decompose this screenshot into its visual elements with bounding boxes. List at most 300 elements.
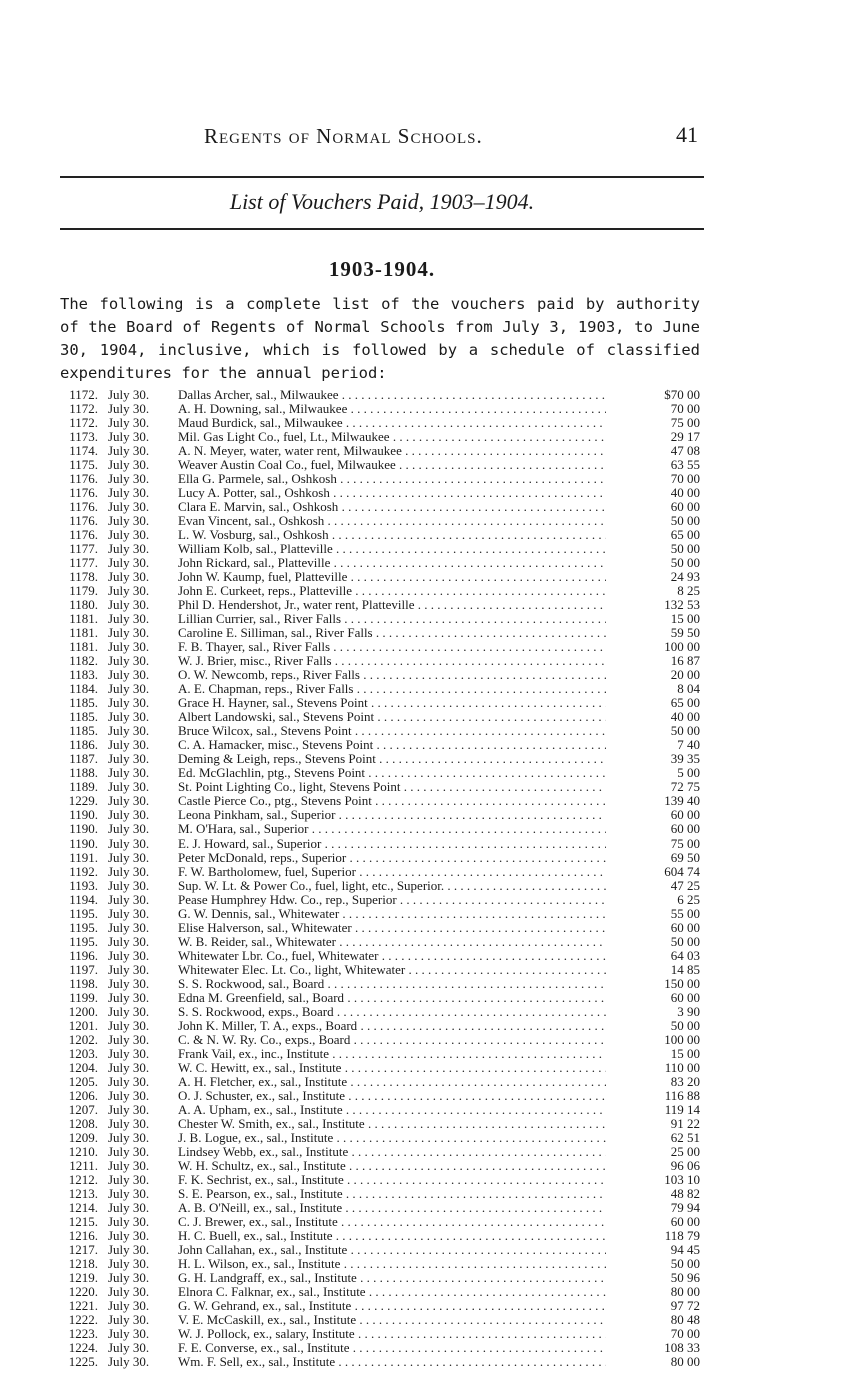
voucher-date: July 30. — [108, 429, 150, 445]
voucher-number: 1197. — [69, 961, 98, 977]
voucher-number: 1195. — [69, 933, 98, 949]
voucher-amount: 59 50 — [670, 625, 700, 641]
voucher-description: G. W. Gehrand, ex., sal., Institute . . . — [178, 1299, 606, 1313]
voucher-date: July 30. — [108, 541, 150, 557]
voucher-description: Lindsey Webb, ex., sal., Institute . . . — [178, 1145, 606, 1159]
voucher-number: 1211. — [69, 1157, 98, 1173]
voucher-row — [60, 879, 704, 893]
voucher-description: John K. Miller, T. A., exps., Board . . . — [178, 1019, 606, 1033]
voucher-description: Caroline E. Silliman, sal., River Falls . . . — [178, 626, 606, 640]
voucher-row — [60, 528, 704, 542]
section-subtitle: List of Vouchers Paid, 1903–1904. — [229, 189, 535, 214]
voucher-amount: 100 00 — [664, 639, 700, 655]
voucher-row — [60, 584, 704, 598]
voucher-number: 1190. — [69, 835, 98, 851]
voucher-description: E. J. Howard, sal., Superior . . . — [178, 837, 606, 851]
voucher-number: 1207. — [68, 1101, 98, 1117]
voucher-amount: 65 00 — [670, 527, 700, 543]
voucher-description: F. K. Sechrist, ex., sal., Institute . . . — [178, 1173, 606, 1187]
voucher-row — [60, 865, 704, 879]
voucher-amount: 75 00 — [670, 415, 700, 431]
voucher-date: July 30. — [108, 1129, 150, 1145]
voucher-date: July 30. — [108, 1087, 150, 1103]
voucher-description: F. B. Thayer, sal., River Falls . . . — [178, 640, 606, 654]
voucher-description: Dallas Archer, sal., Milwaukee . . . — [178, 388, 606, 402]
voucher-row — [60, 1005, 704, 1019]
voucher-number: 1189. — [69, 779, 98, 795]
voucher-description: M. O'Hara, sal., Superior . . . — [178, 822, 606, 836]
voucher-amount: 103 10 — [664, 1171, 700, 1187]
voucher-row — [60, 1019, 704, 1033]
voucher-number: 1186. — [69, 737, 98, 753]
voucher-date: July 30. — [108, 387, 150, 402]
voucher-amount: 50 00 — [670, 933, 700, 949]
voucher-row — [60, 542, 704, 556]
voucher-number: 1179. — [69, 583, 98, 599]
voucher-amount: 70 00 — [670, 401, 700, 417]
voucher-number: 1176. — [69, 499, 98, 515]
voucher-row — [60, 514, 704, 528]
voucher-date: July 30. — [108, 443, 150, 459]
voucher-description: Sup. W. Lt. & Power Co., fuel, light, etc., Superior. . . . — [178, 879, 606, 893]
voucher-row — [60, 1327, 704, 1341]
voucher-row — [60, 612, 704, 626]
voucher-number: 1221. — [68, 1298, 98, 1314]
voucher-date: July 30. — [108, 975, 150, 991]
voucher-number: 1191. — [69, 849, 98, 865]
voucher-description: John Rickard, sal., Platteville . . . — [178, 556, 606, 570]
voucher-date: July 30. — [108, 569, 150, 585]
voucher-row — [60, 991, 704, 1005]
voucher-row — [60, 1257, 704, 1271]
voucher-amount: 50 00 — [670, 1255, 700, 1271]
voucher-row — [60, 668, 704, 682]
voucher-date: July 30. — [108, 625, 150, 641]
voucher-number: 1199. — [69, 989, 98, 1005]
voucher-description: Castle Pierce Co., ptg., Stevens Point . . . — [178, 794, 606, 808]
voucher-amount: 75 00 — [670, 835, 700, 851]
voucher-amount: 5 00 — [677, 765, 700, 781]
voucher-date: July 30. — [108, 1143, 150, 1159]
voucher-number: 1181. — [69, 639, 98, 655]
voucher-row — [60, 500, 704, 514]
voucher-amount: 15 00 — [670, 611, 700, 627]
voucher-amount: 118 79 — [664, 1227, 700, 1243]
voucher-row — [60, 654, 704, 668]
voucher-amount: 100 00 — [664, 1031, 700, 1047]
voucher-date: July 30. — [108, 989, 150, 1005]
voucher-date: July 30. — [108, 947, 150, 963]
voucher-amount: 47 08 — [670, 443, 700, 459]
voucher-amount: 50 00 — [670, 723, 700, 739]
voucher-amount: 79 94 — [670, 1199, 700, 1215]
voucher-amount: 97 72 — [670, 1298, 700, 1314]
voucher-description: Leona Pinkham, sal., Superior . . . — [178, 808, 606, 822]
voucher-date: July 30. — [108, 471, 150, 487]
voucher-date: July 30. — [108, 1326, 150, 1342]
voucher-row — [60, 808, 704, 822]
voucher-description: A. H. Downing, sal., Milwaukee . . . — [178, 402, 606, 416]
voucher-number: 1196. — [69, 947, 98, 963]
running-header — [60, 122, 704, 154]
voucher-row — [60, 696, 704, 710]
voucher-number: 1222. — [68, 1312, 98, 1328]
voucher-date: July 30. — [108, 1115, 150, 1131]
voucher-date: July 30. — [108, 1354, 150, 1370]
voucher-description: F. W. Bartholomew, fuel, Superior . . . — [178, 865, 606, 879]
voucher-number: 1220. — [68, 1284, 98, 1299]
voucher-row — [60, 626, 704, 640]
voucher-row — [60, 458, 704, 472]
voucher-description: G. W. Dennis, sal., Whitewater . . . — [178, 907, 606, 921]
voucher-row — [60, 1229, 704, 1243]
voucher-amount: 69 50 — [670, 849, 700, 865]
voucher-date: July 30. — [108, 527, 150, 543]
voucher-description: L. W. Vosburg, sal., Oshkosh . . . — [178, 528, 606, 542]
voucher-number: 1210. — [68, 1143, 98, 1159]
voucher-date: July 30. — [108, 695, 150, 711]
voucher-description: Elnora C. Falknar, ex., sal., Institute . . . — [178, 1285, 606, 1299]
voucher-description: John E. Curkeet, reps., Platteville . . . — [178, 584, 606, 598]
voucher-row — [60, 780, 704, 794]
voucher-row — [60, 1117, 704, 1131]
voucher-date: July 30. — [108, 821, 150, 837]
voucher-description: Ella G. Parmele, sal., Oshkosh . . . — [178, 472, 606, 486]
voucher-amount: 50 00 — [670, 1017, 700, 1033]
voucher-row — [60, 1089, 704, 1103]
voucher-amount: 50 00 — [670, 541, 700, 557]
voucher-row — [60, 444, 704, 458]
voucher-row — [60, 1215, 704, 1229]
voucher-description: A. E. Chapman, reps., River Falls . . . — [178, 682, 606, 696]
voucher-number: 1181. — [69, 611, 98, 627]
voucher-number: 1180. — [69, 597, 98, 613]
voucher-description: Bruce Wilcox, sal., Stevens Point . . . — [178, 724, 606, 738]
voucher-number: 1185. — [69, 695, 98, 711]
voucher-date: July 30. — [108, 1003, 150, 1019]
voucher-row — [60, 794, 704, 808]
voucher-row — [60, 907, 704, 921]
voucher-number: 1216. — [68, 1227, 98, 1243]
voucher-number: 1204. — [68, 1059, 98, 1075]
voucher-number: 1193. — [69, 877, 98, 893]
voucher-description: Mil. Gas Light Co., fuel, Lt., Milwaukee . . . — [178, 430, 606, 444]
voucher-amount: $70 00 — [664, 387, 700, 402]
voucher-amount: 40 00 — [670, 709, 700, 725]
voucher-row — [60, 738, 704, 752]
voucher-row — [60, 402, 704, 416]
voucher-number: 1225. — [68, 1354, 98, 1370]
voucher-row — [60, 1341, 704, 1355]
voucher-date: July 30. — [108, 1241, 150, 1257]
voucher-row — [60, 710, 704, 724]
voucher-number: 1198. — [69, 975, 98, 991]
voucher-description: W. J. Pollock, ex., salary, Institute . . . — [178, 1327, 606, 1341]
voucher-date: July 30. — [108, 1255, 150, 1271]
voucher-date: July 30. — [108, 807, 150, 823]
voucher-row — [60, 570, 704, 584]
voucher-amount: 62 51 — [670, 1129, 700, 1145]
voucher-date: July 30. — [108, 653, 150, 669]
voucher-date: July 30. — [108, 933, 150, 949]
voucher-row — [60, 963, 704, 977]
voucher-number: 1212. — [68, 1171, 98, 1187]
voucher-description: G. H. Landgraff, ex., sal., Institute . . . — [178, 1271, 606, 1285]
voucher-amount: 47 25 — [670, 877, 700, 893]
voucher-description: Whitewater Lbr. Co., fuel, Whitewater . . . — [178, 949, 606, 963]
voucher-number: 1229. — [68, 793, 98, 809]
voucher-list — [60, 388, 704, 1369]
voucher-date: July 30. — [108, 1073, 150, 1089]
voucher-row — [60, 598, 704, 612]
intro-paragraph: The following is a complete list of the vouchers paid by authority of the Board of Regents of Normal Schools from July 3, 1903, to June 30, 1904, inclusive, which is followed by a schedule of classified expenditures for the annual period: — [60, 295, 700, 382]
voucher-row — [60, 556, 704, 570]
voucher-amount: 15 00 — [670, 1045, 700, 1061]
voucher-amount: 65 00 — [670, 695, 700, 711]
voucher-row — [60, 1047, 704, 1061]
voucher-date: July 30. — [108, 681, 150, 697]
voucher-row — [60, 1033, 704, 1047]
voucher-number: 1223. — [68, 1326, 98, 1342]
voucher-amount: 3 90 — [677, 1003, 700, 1019]
voucher-date: July 30. — [108, 667, 150, 683]
voucher-number: 1218. — [68, 1255, 98, 1271]
voucher-amount: 8 04 — [677, 681, 700, 697]
voucher-number: 1215. — [68, 1213, 98, 1229]
voucher-description: William Kolb, sal., Platteville . . . — [178, 542, 606, 556]
voucher-description: Albert Landowski, sal., Stevens Point . . . — [178, 710, 606, 724]
voucher-description: Chester W. Smith, ex., sal., Institute . . . — [178, 1117, 606, 1131]
voucher-amount: 80 00 — [670, 1354, 700, 1370]
voucher-number: 1195. — [69, 905, 98, 921]
voucher-description: Deming & Leigh, reps., Stevens Point . . . — [178, 752, 606, 766]
voucher-description: V. E. McCaskill, ex., sal., Institute . . . — [178, 1313, 606, 1327]
voucher-amount: 70 00 — [670, 471, 700, 487]
voucher-amount: 39 35 — [670, 751, 700, 767]
voucher-row — [60, 822, 704, 836]
voucher-description: S. E. Pearson, ex., sal., Institute . . . — [178, 1187, 606, 1201]
voucher-number: 1181. — [69, 625, 98, 641]
voucher-date: July 30. — [108, 737, 150, 753]
voucher-number: 1172. — [69, 415, 98, 431]
voucher-date: July 30. — [108, 849, 150, 865]
voucher-number: 1195. — [69, 919, 98, 935]
voucher-date: July 30. — [108, 1157, 150, 1173]
voucher-number: 1214. — [68, 1199, 98, 1215]
voucher-description: F. E. Converse, ex., sal., Institute . . . — [178, 1341, 606, 1355]
voucher-number: 1172. — [69, 401, 98, 417]
voucher-date: July 30. — [108, 1213, 150, 1229]
voucher-row — [60, 430, 704, 444]
voucher-number: 1172. — [69, 387, 98, 402]
voucher-amount: 50 96 — [670, 1269, 700, 1285]
voucher-number: 1175. — [69, 457, 98, 473]
voucher-row — [60, 1201, 704, 1215]
voucher-description: C. A. Hamacker, misc., Stevens Point . . . — [178, 738, 606, 752]
voucher-description: W. C. Hewitt, ex., sal., Institute . . . — [178, 1061, 606, 1075]
voucher-number: 1213. — [68, 1185, 98, 1201]
bottom-rule — [60, 228, 704, 230]
voucher-date: July 30. — [108, 779, 150, 795]
voucher-amount: 55 00 — [670, 905, 700, 921]
top-rule — [60, 176, 704, 178]
voucher-amount: 64 03 — [670, 947, 700, 963]
voucher-number: 1187. — [69, 751, 98, 767]
voucher-row — [60, 388, 704, 402]
voucher-amount: 119 14 — [664, 1101, 700, 1117]
voucher-row — [60, 1271, 704, 1285]
voucher-date: July 30. — [108, 961, 150, 977]
voucher-amount: 7 40 — [677, 737, 700, 753]
voucher-date: July 30. — [108, 415, 150, 431]
voucher-date: July 30. — [108, 499, 150, 515]
voucher-amount: 48 82 — [670, 1185, 700, 1201]
voucher-description: S. S. Rockwood, sal., Board . . . — [178, 977, 606, 991]
voucher-row — [60, 1103, 704, 1117]
voucher-row — [60, 486, 704, 500]
voucher-row — [60, 752, 704, 766]
voucher-description: Elise Halverson, sal., Whitewater . . . — [178, 921, 606, 935]
voucher-row — [60, 640, 704, 654]
voucher-date: July 30. — [108, 1199, 150, 1215]
voucher-date: July 30. — [108, 583, 150, 599]
voucher-amount: 25 00 — [670, 1143, 700, 1159]
voucher-number: 1224. — [68, 1340, 98, 1356]
voucher-date: July 30. — [108, 919, 150, 935]
voucher-description: Edna M. Greenfield, sal., Board . . . — [178, 991, 606, 1005]
voucher-row — [60, 921, 704, 935]
voucher-amount: 8 25 — [677, 583, 700, 599]
voucher-date: July 30. — [108, 485, 150, 501]
voucher-row — [60, 1061, 704, 1075]
voucher-amount: 116 88 — [664, 1087, 700, 1103]
voucher-number: 1190. — [69, 807, 98, 823]
voucher-row — [60, 724, 704, 738]
voucher-number: 1185. — [69, 709, 98, 725]
voucher-row — [60, 893, 704, 907]
voucher-amount: 63 55 — [670, 457, 700, 473]
voucher-row — [60, 1131, 704, 1145]
voucher-description: H. L. Wilson, ex., sal., Institute . . . — [178, 1257, 606, 1271]
voucher-row — [60, 1075, 704, 1089]
voucher-number: 1176. — [69, 527, 98, 543]
voucher-row — [60, 1159, 704, 1173]
voucher-date: July 30. — [108, 905, 150, 921]
voucher-amount: 108 33 — [664, 1340, 700, 1356]
voucher-number: 1190. — [69, 821, 98, 837]
voucher-date: July 30. — [108, 457, 150, 473]
voucher-number: 1206. — [68, 1087, 98, 1103]
voucher-description: W. J. Brier, misc., River Falls . . . — [178, 654, 606, 668]
voucher-date: July 30. — [108, 1101, 150, 1117]
voucher-amount: 29 17 — [670, 429, 700, 445]
voucher-amount: 40 00 — [670, 485, 700, 501]
voucher-number: 1183. — [69, 667, 98, 683]
voucher-row — [60, 1187, 704, 1201]
voucher-description: Frank Vail, ex., inc., Institute . . . — [178, 1047, 606, 1061]
voucher-description: S. S. Rockwood, exps., Board . . . — [178, 1005, 606, 1019]
voucher-description: Grace H. Hayner, sal., Stevens Point . . . — [178, 696, 606, 710]
voucher-row — [60, 682, 704, 696]
voucher-description: A. B. O'Neill, ex., sal., Institute . . . — [178, 1201, 606, 1215]
voucher-description: C. & N. W. Ry. Co., exps., Board . . . — [178, 1033, 606, 1047]
voucher-row — [60, 1299, 704, 1313]
voucher-number: 1203. — [68, 1045, 98, 1061]
voucher-description: Lucy A. Potter, sal., Oshkosh . . . — [178, 486, 606, 500]
voucher-description: Peter McDonald, reps., Superior . . . — [178, 851, 606, 865]
voucher-date: July 30. — [108, 1059, 150, 1075]
voucher-description: A. A. Upham, ex., sal., Institute . . . — [178, 1103, 606, 1117]
voucher-amount: 72 75 — [670, 779, 700, 795]
voucher-amount: 50 00 — [670, 555, 700, 571]
voucher-amount: 6 25 — [677, 891, 700, 907]
voucher-date: July 30. — [108, 1340, 150, 1356]
voucher-date: July 30. — [108, 401, 150, 417]
voucher-date: July 30. — [108, 877, 150, 893]
voucher-amount: 60 00 — [670, 821, 700, 837]
voucher-number: 1217. — [68, 1241, 98, 1257]
voucher-description: O. W. Newcomb, reps., River Falls . . . — [178, 668, 606, 682]
voucher-description: Wm. F. Sell, ex., sal., Institute . . . — [178, 1355, 606, 1369]
voucher-number: 1177. — [69, 541, 98, 557]
voucher-amount: 60 00 — [670, 807, 700, 823]
voucher-description: St. Point Lighting Co., light, Stevens Point . . . — [178, 780, 606, 794]
voucher-description: W. H. Schultz, ex., sal., Institute . . . — [178, 1159, 606, 1173]
voucher-amount: 83 20 — [670, 1073, 700, 1089]
voucher-row — [60, 1243, 704, 1257]
voucher-row — [60, 977, 704, 991]
voucher-description: A. N. Meyer, water, water rent, Milwaukee . . . — [178, 444, 606, 458]
voucher-number: 1173. — [69, 429, 98, 445]
voucher-row — [60, 1285, 704, 1299]
page-number: 41 — [676, 122, 698, 147]
voucher-description: Phil D. Hendershot, Jr., water rent, Platteville . . . — [178, 598, 606, 612]
voucher-number: 1192. — [69, 863, 98, 879]
voucher-number: 1188. — [69, 765, 98, 781]
voucher-amount: 20 00 — [670, 667, 700, 683]
voucher-amount: 80 48 — [670, 1312, 700, 1328]
voucher-row — [60, 1355, 704, 1369]
voucher-row — [60, 851, 704, 865]
voucher-number: 1184. — [69, 681, 98, 697]
voucher-number: 1176. — [69, 513, 98, 529]
voucher-date: July 30. — [108, 513, 150, 529]
voucher-number: 1208. — [68, 1115, 98, 1131]
voucher-amount: 94 45 — [670, 1241, 700, 1257]
voucher-date: July 30. — [108, 709, 150, 725]
voucher-date: July 30. — [108, 1171, 150, 1187]
voucher-row — [60, 1313, 704, 1327]
header-title: Regents of Normal Schools. — [204, 124, 483, 148]
voucher-amount: 60 00 — [670, 499, 700, 515]
voucher-number: 1205. — [68, 1073, 98, 1089]
voucher-amount: 604 74 — [664, 863, 700, 879]
voucher-number: 1178. — [69, 569, 98, 585]
voucher-date: July 30. — [108, 1045, 150, 1061]
voucher-amount: 60 00 — [670, 919, 700, 935]
voucher-description: John Callahan, ex., sal., Institute . . . — [178, 1243, 606, 1257]
voucher-description: Evan Vincent, sal., Oshkosh . . . — [178, 514, 606, 528]
voucher-description: A. H. Fletcher, ex., sal., Institute . . . — [178, 1075, 606, 1089]
voucher-date: July 30. — [108, 555, 150, 571]
voucher-number: 1209. — [68, 1129, 98, 1145]
voucher-date: July 30. — [108, 793, 150, 809]
voucher-description: Pease Humphrey Hdw. Co., rep., Superior . . . — [178, 893, 606, 907]
voucher-date: July 30. — [108, 765, 150, 781]
voucher-description: Ed. McGlachlin, ptg., Stevens Point . . . — [178, 766, 606, 780]
voucher-row — [60, 949, 704, 963]
voucher-row — [60, 837, 704, 851]
